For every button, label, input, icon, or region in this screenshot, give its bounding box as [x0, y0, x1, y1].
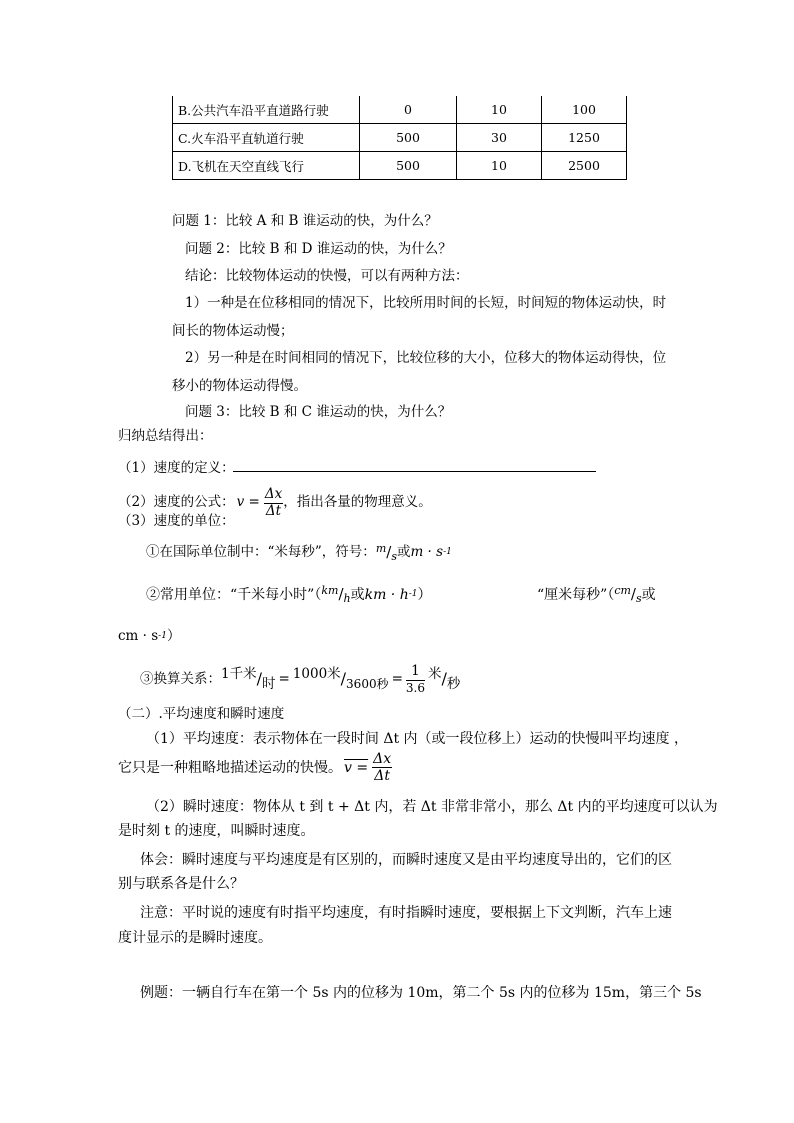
average-speed-line-2 [118, 752, 392, 783]
conv-equals-2: = [391, 670, 403, 687]
table-cell: 500 [360, 152, 457, 180]
conv-hour: 时 [261, 675, 276, 692]
si-ms: m · s [410, 543, 444, 560]
table-row [173, 124, 627, 152]
conv-meter: 米 [428, 665, 442, 682]
section-2-heading: （二）.平均速度和瞬时速度 [118, 706, 285, 722]
si-or: 或 [396, 543, 411, 560]
cm-or: 或 [641, 586, 656, 603]
conv-second: 秒 [446, 675, 461, 692]
table-row [173, 152, 627, 180]
slash-glyph: / [441, 669, 447, 689]
formula-note: ，指出各量的物理意义。 [283, 494, 432, 511]
method-2-line-2: 移小的物体运动得慢。 [172, 378, 307, 394]
experience-line-1: 体会：瞬时速度与平均速度是有区别的，而瞬时速度又是由平均速度导出的，它们的区 [140, 852, 672, 868]
note-line-1: 注意：平时说的速度有时指平均速度，有时指瞬时速度，要根据上下文判断，汽车上速 [140, 905, 672, 921]
common-or: 或 [350, 586, 365, 603]
table-cell: 10 [457, 152, 542, 180]
table-row [173, 96, 627, 124]
common-km: km [321, 584, 339, 597]
slash-glyph: / [386, 543, 392, 561]
common-close: ） [417, 586, 432, 603]
average-v: v = [344, 759, 369, 776]
method-1-line-2: 间长的物体运动慢； [172, 323, 294, 339]
slash-glyph: / [256, 669, 262, 689]
table-cell: 2500 [542, 152, 627, 180]
cm-unit-label: “厘米每秒”（ [537, 586, 615, 603]
conv-one-km: 1千米 [221, 665, 257, 682]
conclusion-text: 结论：比较物体运动的快慢，可以有两种方法： [185, 268, 469, 284]
experience-line-2: 别与联系各是什么？ [118, 876, 244, 892]
table-cell: B.公共汽车沿平直道路行驶 [173, 96, 360, 124]
cm-unit-line [537, 585, 656, 604]
common-unit-label: ②常用单位：“千米每小时”（ [146, 586, 322, 603]
slash-glyph: / [338, 585, 344, 603]
conversion-label: ③换算关系： [140, 670, 221, 687]
table-cell: 0 [360, 96, 457, 124]
conv-fraction [406, 665, 425, 694]
table-cell: 100 [542, 96, 627, 124]
instant-speed-line-1: （2）瞬时速度：物体从 t 到 t + Δt 内，若 Δt 非常非常小，那么 Δt 内的平均速度可以认为 [146, 799, 718, 815]
table-cell: D.飞机在天空直线飞行 [173, 152, 360, 180]
conv-equals-1: = [278, 670, 290, 687]
formula-fraction [264, 488, 283, 518]
example-line: 例题：一辆自行车在第一个 5s 内的位移为 10m，第二个 5s 内的位移为 15m，第三个 5s [140, 985, 702, 1001]
question-3: 问题 3：比较 B 和 C 谁运动的快，为什么？ [185, 404, 452, 420]
common-exponent: -1 [408, 589, 418, 599]
conv-3600s: 3600秒 [346, 677, 389, 692]
cms-line [118, 630, 180, 644]
note-line-2: 度计显示的是瞬时速度。 [118, 930, 272, 946]
common-kmh: km · h [364, 586, 409, 603]
formula-denominator: Δt [265, 502, 282, 519]
si-unit-label: ①在国际单位制中：“米每秒”，符号： [146, 543, 376, 560]
conv-numerator: 1 [406, 665, 425, 681]
common-h: h [343, 592, 351, 605]
formula-label: （2）速度的公式： [118, 494, 235, 511]
conv-1000m: 1000米 [292, 665, 341, 682]
table-cell: 500 [360, 124, 457, 152]
method-1-line-1: 1）一种是在位移相同的情况下，比较所用时间的长短，时间短的物体运动快，时 [185, 295, 667, 311]
unit-heading: （3）速度的单位： [118, 513, 235, 529]
average-denominator: Δt [374, 768, 390, 784]
slash-glyph: / [630, 585, 636, 603]
cm-s: s [635, 592, 642, 605]
conv-denominator: 3.6 [405, 680, 425, 695]
question-2: 问题 2：比较 B 和 D 谁运动的快，为什么？ [185, 241, 452, 257]
definition-label: （1）速度的定义： [118, 460, 235, 476]
formula-numerator: Δx [264, 486, 283, 502]
method-2-line-1: 2）另一种是在时间相同的情况下，比较位移的大小，位移大的物体运动得快，位 [185, 350, 667, 366]
slash-glyph: / [340, 669, 347, 689]
summary-heading: 归纳总结得出： [118, 428, 213, 444]
common-unit-line [146, 585, 432, 604]
cm-cm: cm [614, 584, 631, 597]
average-numerator: Δx [373, 751, 392, 767]
si-exponent: -1 [443, 547, 452, 557]
average-speed-line-1: （1）平均速度：表示物体在一段时间 Δt 内（或一段位移上）运动的快慢叫平均速度 ， [146, 731, 688, 747]
cms-unit: cm · s [118, 628, 159, 644]
si-m: m [375, 542, 387, 555]
definition-blank [233, 471, 596, 472]
motion-table [172, 96, 627, 180]
cms-close: ） [166, 628, 181, 644]
cms-exponent: -1 [158, 631, 167, 642]
table-cell: C.火车沿平直轨道行驶 [173, 124, 360, 152]
formula-v: v = [236, 494, 260, 511]
table-cell: 10 [457, 96, 542, 124]
question-1: 问题 1：比较 A 和 B 谁运动的快，为什么？ [172, 213, 438, 229]
table-cell: 1250 [542, 124, 627, 152]
instant-speed-line-2: 是时刻 t 的速度，叫瞬时速度。 [118, 823, 315, 839]
average-fraction [372, 752, 392, 783]
table-cell: 30 [457, 124, 542, 152]
conversion-line [140, 665, 460, 694]
si-s: s [391, 550, 397, 563]
si-unit-line [146, 543, 452, 562]
average-speed-text: 它只是一种粗略地描述运动的快慢。 [118, 759, 342, 776]
